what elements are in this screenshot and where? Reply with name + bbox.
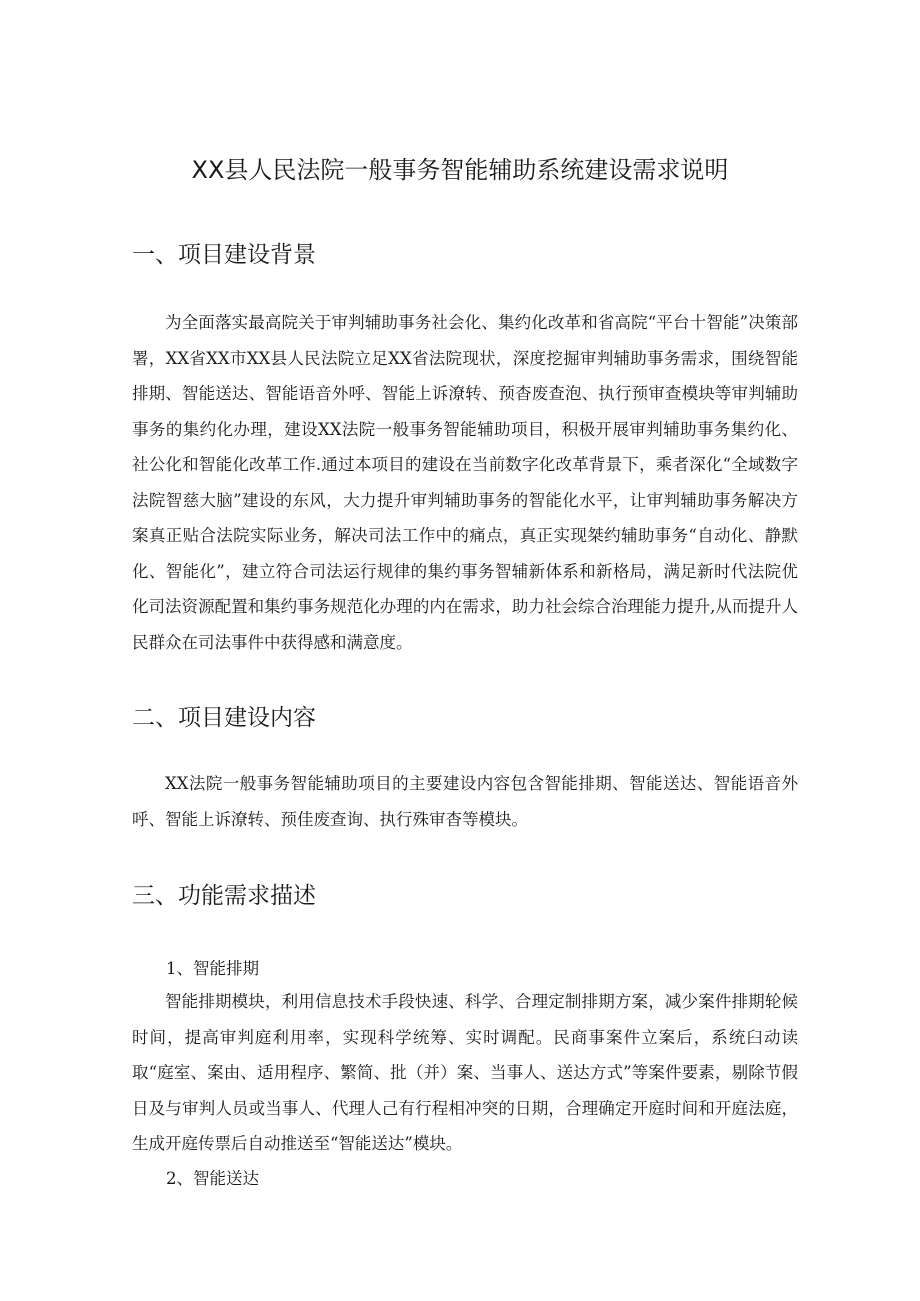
section-heading-requirements: 三、功能需求描述 xyxy=(132,883,316,909)
document-title: XX县人民法院一般事务智能辅助系统建设需求说明 xyxy=(191,156,729,184)
section-heading-content: 二、项目建设内容 xyxy=(132,705,316,731)
section-heading-background: 一、项目建设背景 xyxy=(132,242,316,268)
subsection-paragraph-scheduling: 智能排期模块，利用信息技术手段快速、科学、合理定制排期方案，减少案件排期轮候时间，提高审判庭利用率，实现科学统筹、实时调配。民商事案件立案后，系统臼动读取“庭室、案由、适用程序、繁简、批（并）案、当事人、送达方式”等案件要素，剔除节假日及与审判人员或当事人、代理人己有行程相冲突的日期，合理确定开庭时间和开庭法庭，生成开庭传票后自动推送至“智能送达”模块。 xyxy=(132,992,798,1153)
subsection-label-scheduling: 1、智能排期 xyxy=(166,959,259,978)
section-paragraph-background: 为全面落实最高院关于审判辅助事务社会化、集约化改革和省高院“平台十智能”决策部署，XX省XX市XX县人民法院立足XX省法院现状，深度挖掘审判辅助事务需求，围绕智能排期、智能送达、智能语音外呼、智能上诉潦转、预杳废查泡、执行预审查模块等审判辅助事务的集约化办理，建设XX法院一般事务智能辅助项目，积极开展审判辅助事务集约化、社公化和智能化改革工作.通过本项目的建设在当前数字化改革背景下，乘者深化“全域数字法院智慈大脑”建设的东风，大力提升审判辅助事务的智能化水平，让审判辅助事务解决方案真正贴合法院实际业务，解决司法工作中的痛点，真正实现桀约辅助事务“自动化、静默化、智能化”，建立符合司法运行规律的集约事务智辅新体系和新格局，满足新时代法院优化司法资源配置和集约事务规范化办理的内在需求，助力社会综合治理能力提升,从而提升人民群众在司法事件中获得感和满意度。 xyxy=(132,313,798,652)
section-paragraph-content: XX法院一般事务智能辅助项目的主要建设内容包含智能排期、智能送达、智能语音外呼、智能上诉潦转、预佳废查询、执行殊审杳等模块。 xyxy=(132,774,798,829)
subsection-label-delivery: 2、智能送达 xyxy=(166,1169,259,1188)
